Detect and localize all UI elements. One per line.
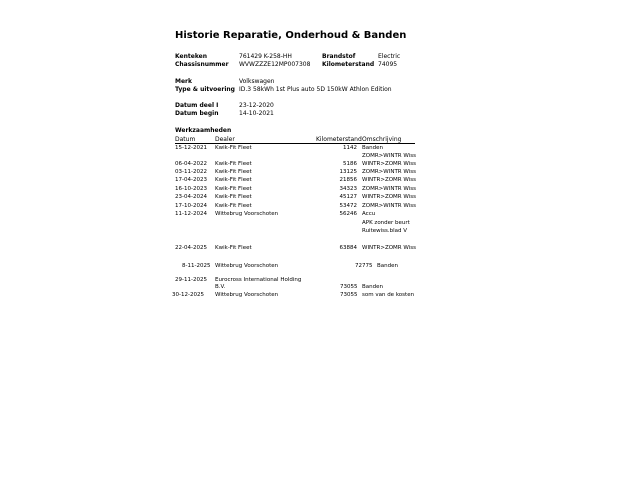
row-km: 53472 bbox=[339, 203, 357, 209]
row-date: 29-11-2025 bbox=[175, 277, 207, 283]
row-description: Banden bbox=[362, 145, 383, 151]
header-divider bbox=[175, 143, 415, 144]
row-description: APK zonder beurt bbox=[362, 220, 410, 226]
row-description: ZOMR>WINTR Wiss bbox=[362, 169, 416, 175]
row-description: ZOMR>WINTR Wiss bbox=[362, 153, 416, 159]
type-label: Type & uitvoering bbox=[175, 86, 235, 93]
column-header-datum: Datum bbox=[175, 136, 196, 143]
datum-begin-value: 14-10-2021 bbox=[239, 110, 274, 117]
row-description: ZOMR>WINTR Wiss bbox=[362, 186, 416, 192]
row-date: 11-12-2024 bbox=[175, 211, 207, 217]
row-km: 34323 bbox=[339, 186, 357, 192]
row-date: 06-04-2022 bbox=[175, 161, 207, 167]
row-dealer: Wittebrug Voorschoten bbox=[215, 211, 279, 217]
column-header-kilometerstand: Kilometerstand bbox=[316, 136, 362, 143]
row-dealer: Kwik-Fit Fleet bbox=[215, 145, 252, 151]
row-km: 45127 bbox=[339, 194, 357, 200]
row-description: WINTR>ZOMR Wiss bbox=[362, 161, 416, 167]
row-dealer: Kwik-Fit Fleet bbox=[215, 245, 252, 251]
row-description: WINTR>ZOMR Wiss bbox=[362, 177, 416, 183]
chassis-label: Chassisnummer bbox=[175, 61, 229, 68]
werkzaamheden-heading: Werkzaamheden bbox=[175, 127, 232, 134]
column-header-dealer: Dealer bbox=[215, 136, 235, 143]
merk-value: Volkswagen bbox=[239, 78, 275, 85]
row-date: 22-04-2025 bbox=[175, 245, 207, 251]
kenteken-value: 761429 K-258-HH bbox=[239, 53, 292, 60]
row-date: 15-12-2021 bbox=[175, 145, 207, 151]
column-header-omschrijving: Omschrijving bbox=[362, 136, 402, 143]
row-km: 21856 bbox=[339, 177, 357, 183]
row-dealer: Kwik-Fit Fleet bbox=[215, 177, 252, 183]
row-description: som van de kosten bbox=[362, 292, 415, 298]
row-dealer: Wittebrug Voorschoten bbox=[215, 263, 279, 269]
row-date: 30-12-2025 bbox=[172, 292, 204, 298]
row-description: Ruitewiss.blad V bbox=[362, 228, 408, 234]
row-description: WINTR>ZOMR Wiss bbox=[362, 194, 416, 200]
row-description: ZOMR>WINTR Wiss bbox=[362, 203, 416, 209]
row-km: 63884 bbox=[339, 245, 357, 251]
row-description: WINTR>ZOMR Wiss bbox=[362, 245, 416, 251]
row-km: 73055 bbox=[340, 292, 358, 298]
row-km: 73055 bbox=[340, 284, 358, 290]
brandstof-label: Brandstof bbox=[322, 53, 356, 60]
chassis-value: WVWZZZE12MP007308 bbox=[239, 61, 311, 68]
row-description: Accu bbox=[362, 211, 376, 217]
row-dealer: Wittebrug Voorschoten bbox=[215, 292, 279, 298]
type-value: ID.3 58kWh 1st Plus auto 5D 150kW Athlon Edition bbox=[239, 86, 392, 93]
row-date: 17-04-2023 bbox=[175, 177, 207, 183]
row-dealer: B.V. bbox=[215, 284, 226, 290]
row-date: 16-10-2023 bbox=[175, 186, 207, 192]
merk-label: Merk bbox=[175, 78, 192, 85]
datum-deel1-label: Datum deel I bbox=[175, 102, 219, 109]
row-km: 13125 bbox=[339, 169, 357, 175]
row-date: 03-11-2022 bbox=[175, 169, 207, 175]
row-dealer: Eurocross International Holding bbox=[215, 277, 302, 283]
datum-begin-label: Datum begin bbox=[175, 110, 219, 117]
km-label: Kilometerstand bbox=[322, 61, 375, 68]
row-km: 72775 bbox=[355, 263, 373, 269]
row-dealer: Kwik-Fit Fleet bbox=[215, 194, 252, 200]
row-km: 56246 bbox=[339, 211, 357, 217]
row-description: Banden bbox=[377, 263, 398, 269]
row-date: 17-10-2024 bbox=[175, 203, 207, 209]
page-title: Historie Reparatie, Onderhoud & Banden bbox=[175, 30, 407, 41]
row-dealer: Kwik-Fit Fleet bbox=[215, 186, 252, 192]
row-km: 1142 bbox=[343, 145, 357, 151]
row-km: 5186 bbox=[343, 161, 357, 167]
row-date: 8-11-2025 bbox=[182, 263, 211, 269]
row-dealer: Kwik-Fit Fleet bbox=[215, 169, 252, 175]
km-value: 74095 bbox=[378, 61, 398, 68]
row-dealer: Kwik-Fit Fleet bbox=[215, 161, 252, 167]
row-date: 23-04-2024 bbox=[175, 194, 207, 200]
row-dealer: Kwik-Fit Fleet bbox=[215, 203, 252, 209]
kenteken-label: Kenteken bbox=[175, 53, 207, 60]
datum-deel1-value: 23-12-2020 bbox=[239, 102, 274, 109]
row-description: Banden bbox=[362, 284, 383, 290]
brandstof-value: Electric bbox=[378, 53, 401, 60]
